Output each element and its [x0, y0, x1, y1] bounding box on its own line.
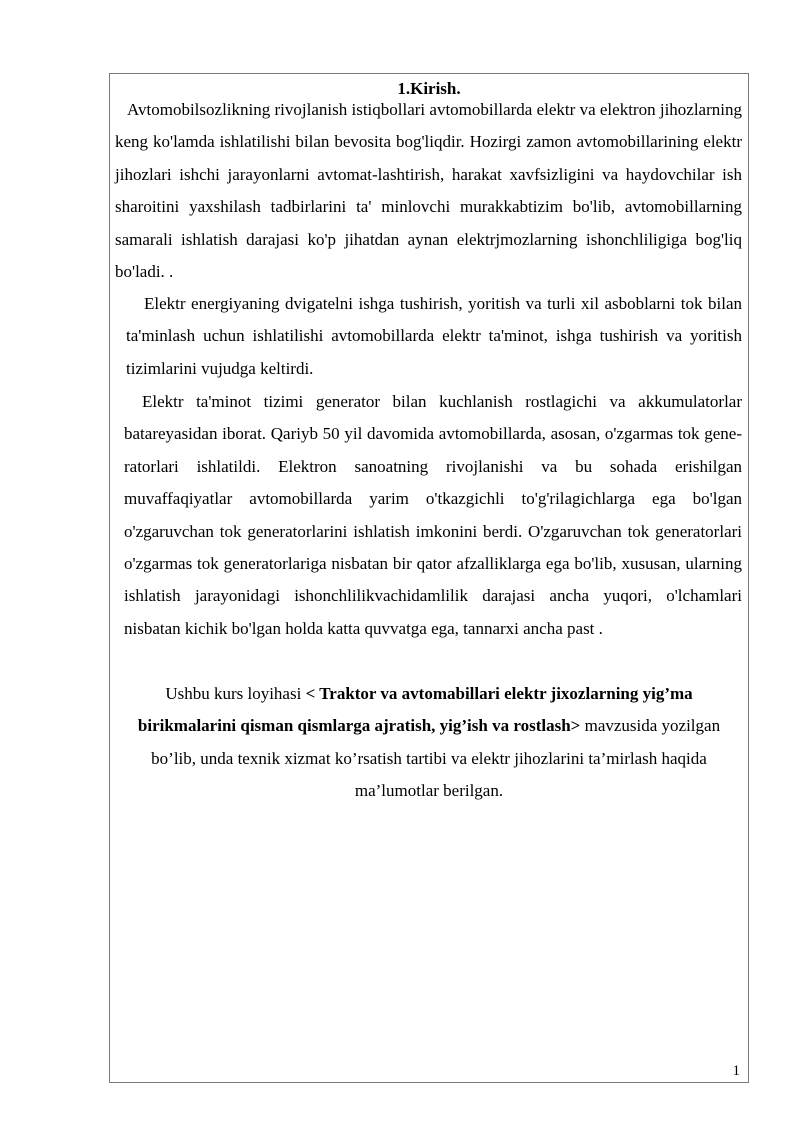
page-number: 1 — [732, 1063, 740, 1079]
course-project-intro: Ushbu kurs loyihasi — [165, 684, 306, 703]
course-project-rest: mavzusida yozilgan bo’lib, unda texnik xizmat ko’rsatish tartibi va elektr jihozlarini ta’mirlash haqida ma’lumotlar berilgan. — [151, 716, 721, 801]
paragraph-intro: Avtomobilsozlikning rivojlanish istiqbollari avtomobillarda elektr va elektron jihozlarning keng ko'lamda ishlatilishi bilan bevosita bog'liqdir. Hozirgi zamon avtomobillarining elektr jihozlari ishchi jarayonlarni avtomat-lashtirish, harakat xavfsizligini va haydovchilar ish sharoitini yaxshilash tadbirlarini ta' minlovchi murakkabtizim bo'lib, avtomobillarning samarali ishlatish darajasi ko'p jihatdan aynan elektrjmozlarning ishonchliligiga bog'liq bo'ladi. . — [115, 100, 742, 282]
section-title: 1.Kirish. — [397, 79, 461, 98]
page-frame — [109, 73, 749, 1083]
paragraph-generator: Elektr ta'minot tizimi generator bilan kuchlanish rostlagichi va akkumulatorlar batareyasidan iborat. Qariyb 50 yil davomida avtomobillarda, asosan, o'zgarmas tok gene-ratorlari ishlatildi. Elektron sanoatning rivojlanishi va bu sohada erishilgan muvaffaqiyatlar avtomobillarda yarim o'tkazgichli to'g'rilagichlarga ega bo'lgan o'zgaruvchan tok generatorlarini ishlatish imkonini berdi. O'zgaruvchan tok generatorlari o'zgarmas tok generatorlariga nisbatan bir qator afzalliklarga ega bo'lib, xususan, ularning ishlatish jarayonidagi ishonchlilikvachidamlilik darajasi ancha yuqori, o'lchamlari nisbatan kichik bo'lgan holda katta quvvatga ega, tannarxi ancha past . — [124, 392, 742, 638]
paragraph-energy: Elektr energiyaning dvigatelni ishga tushirish, yoritish va turli xil asboblarni tok bilan ta'minlash uchun ishlatilishi avtomobillarda elektr ta'minot, ishga tushirish va yoritish tizimlarini vujudga keltirdi. — [126, 294, 742, 378]
paragraph-course-project — [115, 678, 743, 808]
course-project-topic: < Traktor va avtomabillari elektr jixozlarning yig’ma birikmalarini qisman qismlarga ajratish, yig’ish va rostlash> — [137, 684, 693, 736]
